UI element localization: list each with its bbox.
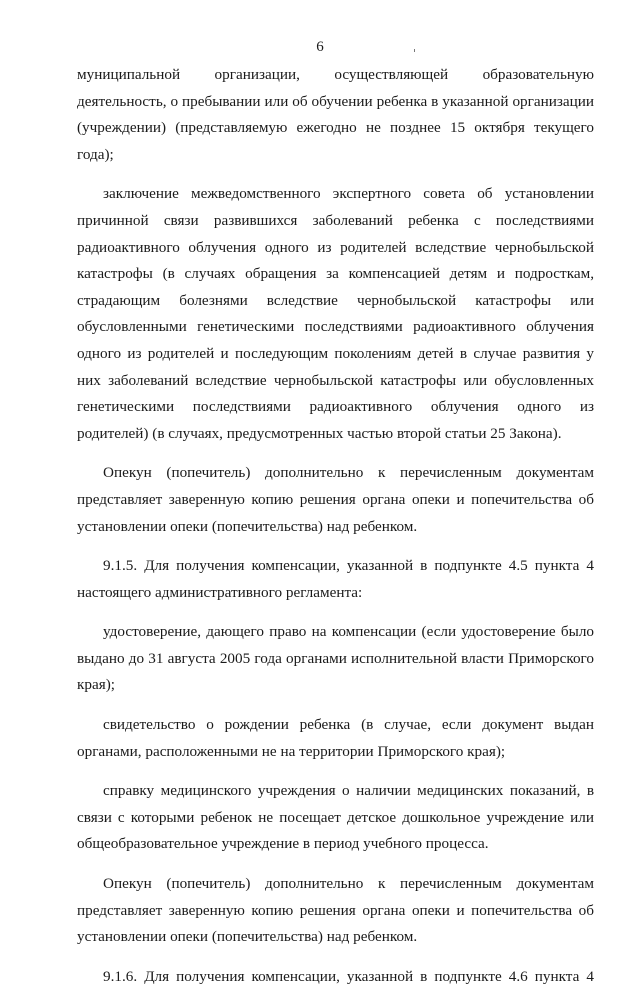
page-number: 6 xyxy=(316,39,324,55)
paragraph-expert-council-conclusion: заключение межведомственного экспертного совета об установлении причинной связи развившихся заболеваний ребенка с последствиями радиоактивного облучения одного из родителей вследствие чернобыльской катастрофы (в случаях обращения за компенсацией детям и подросткам, страдающим болезнями вследствие чернобыльской катастрофы или обусловленными генетическими последствиями радиоактивного облучения одного из родителей и последующим поколениям детей в случае развития у них заболеваний вследствие чернобыльской катастрофы или обусловленных генетическими последствиями радиоактивного облучения одного из родителей) (в случаях, предусмотренных частью второй статьи 25 Закона). xyxy=(77,185,594,442)
paragraph-guardian-note-2: Опекун (попечитель) дополнительно к перечисленным документам представляет заверенную копию решения органа опеки и попечительства об установлении опеки (попечительства) над ребенком. xyxy=(77,875,594,946)
paragraph-medical-certificate: справку медицинского учреждения о наличии медицинских показаний, в связи с которыми ребенок не посещает детское дошкольное учреждение или общеобразовательное учреждение в период учебного процесса. xyxy=(77,782,594,853)
paragraph-clause-9-1-5: 9.1.5. Для получения компенсации, указанной в подпункте 4.5 пункта 4 настоящего административного регламента: xyxy=(77,557,594,601)
paragraph-certificate: удостоверение, дающего право на компенсации (если удостоверение было выдано до 31 августа 2005 года органами исполнительной власти Приморского края); xyxy=(77,623,594,694)
document-body xyxy=(77,62,594,990)
scan-artifact xyxy=(414,49,415,52)
paragraph-continuation: муниципальной организации, осуществляющей образовательную деятельность, о пребывании или об обучении ребенка в указанной организации (учреждении) (представляемую ежегодно не позднее 15 октября текущего года); xyxy=(77,66,594,163)
paragraph-clause-9-1-6: 9.1.6. Для получения компенсации, указанной в подпункте 4.6 пункта 4 xyxy=(103,967,594,985)
paragraph-birth-certificate: свидетельство о рождении ребенка (в случае, если документ выдан органами, расположенными не на территории Приморского края); xyxy=(77,716,594,760)
paragraph-guardian-note: Опекун (попечитель) дополнительно к перечисленным документам представляет заверенную копию решения органа опеки и попечительства об установлении опеки (попечительства) над ребенком. xyxy=(77,464,594,535)
